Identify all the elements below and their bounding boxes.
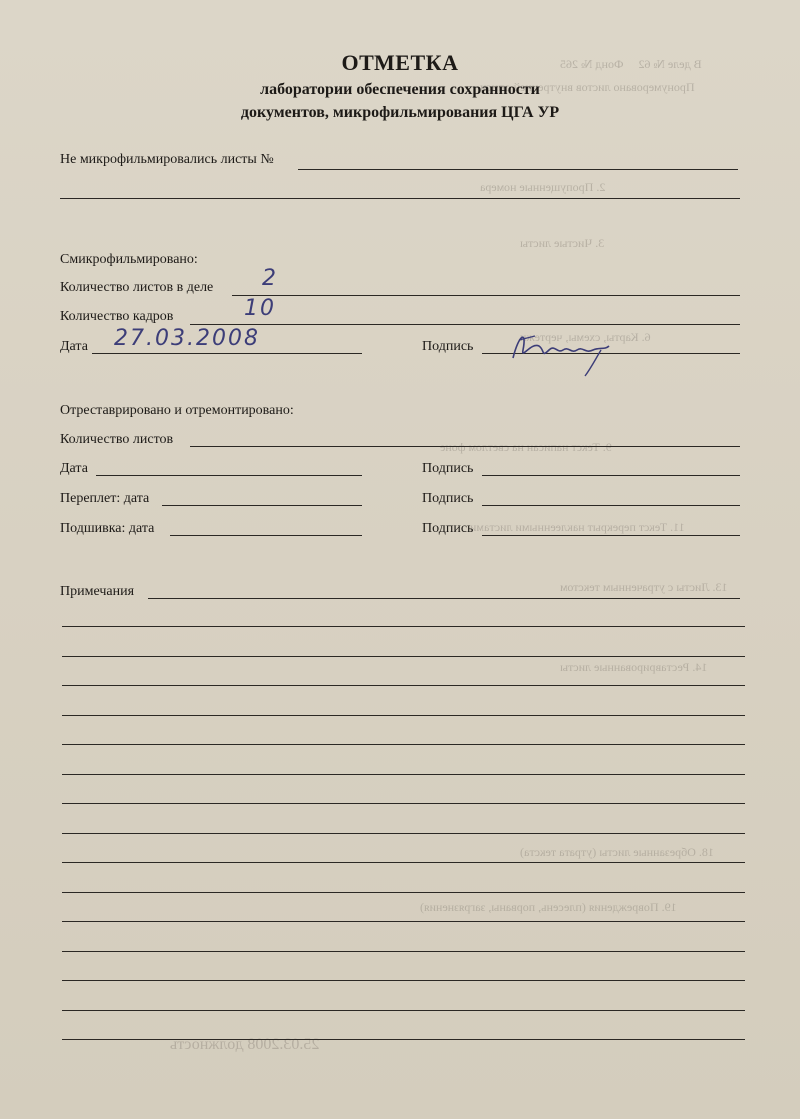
frames-label: Количество кадров — [60, 309, 174, 324]
frames-value: 10 — [244, 296, 276, 321]
stitching-signature-line — [482, 535, 740, 536]
not-filmed-label: Не микрофильмировались листы № — [60, 152, 274, 167]
binding-signature-label: Подпись — [422, 491, 474, 506]
binding-signature-line — [482, 505, 740, 506]
restored-sheets-label: Количество листов — [60, 432, 174, 447]
bleed-through-text: 9. Текст написан на светлом фоне — [440, 440, 612, 454]
stitching-date-label: Подшивка: дата — [60, 521, 155, 536]
notes-ruled-line — [62, 921, 745, 922]
notes-ruled-line — [62, 980, 745, 981]
notes-ruled-line — [62, 626, 745, 627]
filmed-date-value: 27.03.2008 — [114, 326, 260, 351]
not-filmed-line — [298, 169, 738, 170]
bleed-through-text: 19. Повреждения (плесень, порваны, загрязнения) — [420, 900, 677, 914]
bleed-through-text: 18. Обрезанные листы (утрата текста) — [520, 845, 714, 859]
bleed-through-text: 13. Листы с утраченным текстом — [560, 580, 728, 594]
restoration-heading: Отреставрировано и отремонтировано: — [60, 403, 294, 418]
notes-ruled-line — [62, 685, 745, 686]
bleed-through-text: Пронумеровано листов внутренней описи — [480, 80, 695, 94]
handwritten-signature — [505, 320, 625, 380]
binding-date-line — [162, 505, 362, 506]
restored-date-label: Дата — [60, 461, 88, 476]
notes-label: Примечания — [60, 584, 135, 599]
page-title: ОТМЕТКА — [341, 50, 459, 75]
filmed-date-label: Дата — [60, 339, 88, 354]
bleed-through-text: 14. Реставрированные листы — [560, 660, 708, 674]
notes-ruled-line — [62, 1039, 745, 1040]
filmed-date-line — [92, 353, 362, 354]
bleed-through-text: 2. Пропущенные номера — [480, 180, 606, 194]
notes-ruled-line — [62, 715, 745, 716]
notes-ruled-line — [62, 744, 745, 745]
restored-sheets-line — [190, 446, 740, 447]
not-filmed-line-2 — [60, 198, 740, 199]
restored-signature-label: Подпись — [422, 461, 474, 476]
filmed-signature-label: Подпись — [422, 339, 474, 354]
frames-line — [190, 324, 740, 325]
bleed-through-text: В деле № 62 Фонд № 265 — [560, 57, 702, 71]
sheets-in-case-line — [232, 295, 740, 296]
notes-ruled-line — [62, 862, 745, 863]
binding-date-label: Переплет: дата — [60, 491, 150, 506]
bleed-through-text: 3. Чистые листы — [520, 236, 605, 250]
notes-ruled-line — [62, 892, 745, 893]
page-subtitle-line2: документов, микрофильмирования ЦГА УР — [240, 104, 560, 121]
notes-ruled-line — [62, 656, 745, 657]
sheets-in-case-label: Количество листов в деле — [60, 280, 214, 295]
notes-line-first — [148, 598, 740, 599]
filmed-heading: Смикрофильмировано: — [60, 252, 198, 267]
page-subtitle-line1: лаборатории обеспечения сохранности — [260, 81, 540, 98]
notes-ruled-line — [62, 1010, 745, 1011]
bleed-through-text: 6. Карты, схемы, чертежи — [520, 330, 651, 344]
notes-ruled-line — [62, 774, 745, 775]
restored-date-line — [96, 475, 362, 476]
notes-ruled-line — [62, 951, 745, 952]
restored-signature-line — [482, 475, 740, 476]
bleed-through-text: 25.03.2008 должность — [170, 1036, 320, 1053]
sheets-in-case-value: 2 — [262, 266, 278, 291]
stitching-signature-label: Подпись — [422, 521, 474, 536]
notes-ruled-line — [62, 833, 745, 834]
notes-ruled-line — [62, 803, 745, 804]
bleed-through-text: 11. Текст перекрыт наклеенными листами — [470, 520, 685, 534]
stitching-date-line — [170, 535, 362, 536]
